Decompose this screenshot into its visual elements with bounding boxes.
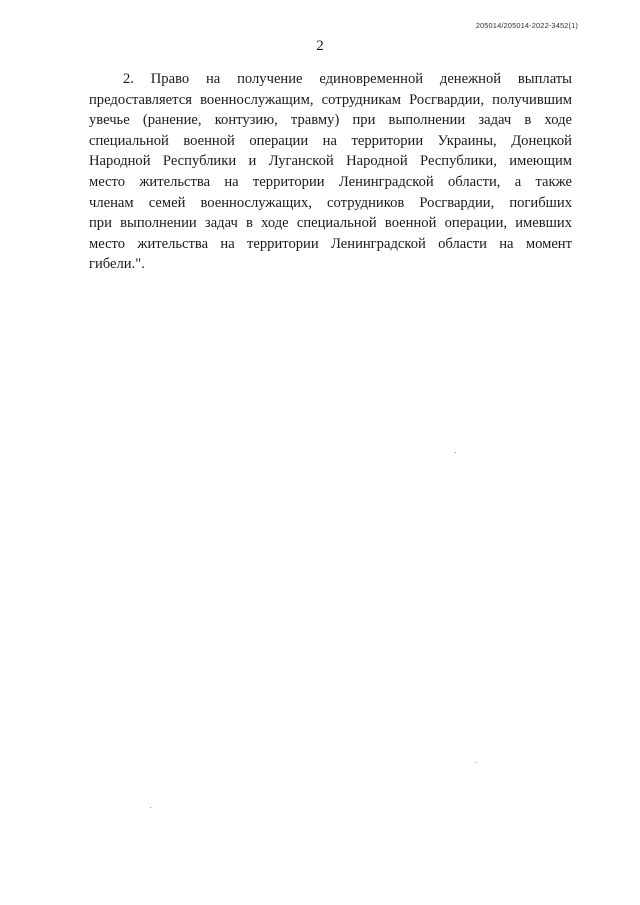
paragraph-line: увечье (ранение, контузию, травму) при выполнении задач в ходе: [89, 112, 572, 129]
paragraph-line: при выполнении задач в ходе специальной военной операции, имевших: [89, 215, 572, 232]
document-id: 205014/205014-2022-3452(1): [475, 21, 578, 30]
paragraph-line: членам семей военнослужащих, сотрудников Росгвардии, погибших: [89, 194, 572, 211]
paragraph-line: 2. Право на получение единовременной денежной выплаты: [123, 71, 572, 87]
paragraph-line: место жительства на территории Ленинградской области на момент: [89, 235, 572, 252]
paragraph-line: Народной Республики и Луганской Народной Республики, имеющим: [89, 153, 572, 170]
scan-speck: [150, 807, 151, 808]
paragraph-line: гибели.".: [89, 256, 145, 273]
paragraph-2: [89, 69, 572, 275]
paragraph-line: специальной военной операции на территории Украины, Донецкой: [89, 132, 572, 149]
scan-speck: [455, 452, 456, 453]
paragraph-line: место жительства на территории Ленинградской области, а также: [89, 173, 572, 190]
scan-speck: [475, 762, 476, 763]
page-number: 2: [316, 38, 324, 54]
paragraph-line: предоставляется военнослужащим, сотрудникам Росгвардии, получившим: [89, 91, 572, 108]
